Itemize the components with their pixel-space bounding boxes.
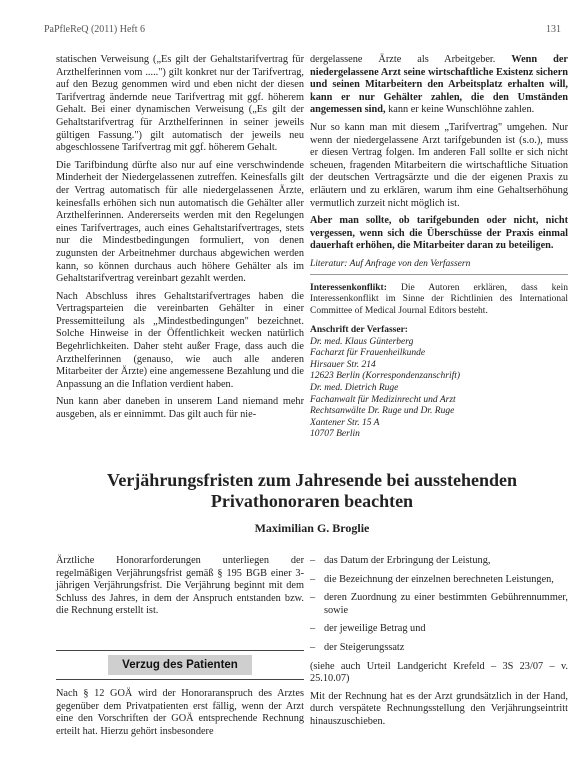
paragraph-text: kann er keine Wunschlöhne zahlen. <box>385 104 535 116</box>
paragraph: Nach § 12 GOÄ wird der Honoraranspruch des Arztes gegenüber dem Privatpatienten erst fällig, wenn der Arzt eine den Vorschriften der GOÄ entsprechende Rechnung erteilt hat. Hierzu gehört insbesondere <box>56 688 304 737</box>
list-item: – das Datum der Erbringung der Leistung, <box>310 555 568 568</box>
address-line: Dr. med. Dietrich Ruge <box>310 382 399 393</box>
literature-note: Literatur: Auf Anfrage von den Verfassern <box>310 258 568 275</box>
requirements-list <box>310 555 568 655</box>
address-line: Rechtsanwälte Dr. Ruge und Dr. Ruge <box>310 406 455 417</box>
paragraph: Mit der Rechnung hat es der Arzt grundsätzlich in der Hand, durch verspätete Rechnungsstellung den Verjährungseintritt hinauszuschieben. <box>310 690 568 727</box>
paragraph: statischen Verweisung („Es gilt der Gehaltstarifvertrag für Arzthelferinnen vom .....") gilt konkret nur der Tarifvertrag, auf den Bezug genommen wird und eben nicht der diesen Tarifvertrag ändernde neue Tarifvertrag mit ggf. höherem Gehalt. Bei einer dynamischen Verweisung („Es gilt der Gehaltstarifvertrag für Arzthelferinnen in seiner jeweils gültigen Fassung.") gilt automatisch der jeweils neu abgeschlossene Tarifvertrag mit ggf. höherem Gehalt. <box>56 54 304 154</box>
page-header <box>44 24 561 38</box>
column-right-top <box>310 54 568 441</box>
address-line: Facharzt für Frauenheilkunde <box>310 348 426 359</box>
paragraph <box>310 54 568 117</box>
conflict-text: Die Autoren erklären, dass kein Interessenkonflikt im Sinne der Richtlinien des International Committee of Medical Journal Editors besteht. <box>310 282 568 316</box>
paragraph: Nun kann aber daneben in unserem Land niemand mehr ausgeben, als er einnimmt. Das gilt auch für nie- <box>56 396 304 421</box>
article-title-line: Privathonoraren beachten <box>210 491 414 511</box>
list-item: – der jeweilige Betrag und <box>310 623 568 636</box>
author-address <box>310 325 568 441</box>
article-author: Maximilian G. Broglie <box>254 521 370 535</box>
address-line: Xantener Str. 15 A <box>310 417 380 428</box>
list-item: – der Steigerungssatz <box>310 642 568 655</box>
section-heading-box <box>56 650 304 680</box>
page-number: 131 <box>546 24 561 35</box>
paragraph: Nach Abschluss ihres Gehaltstarifvertrages haben die Vertragsparteien die vereinbarten Gehälter in einer Pressemitteilung als „Mindestbedingungen" bezeichnet. Solche Hinweise in der Öffentlichkeit wecken natürlich Begehrlichkeiten. Daher steht außer Frage, dass auch die Arzthelferinnen (genauso, wie auch alle anderen Mitarbeiter der Ärzte) eine angemessene Bezahlung und die Anpassung an die Inflation verdient haben. <box>56 290 304 390</box>
address-line: Fachanwalt für Medizinrecht und Arzt <box>310 394 456 405</box>
conflict-label: Interessenkonflikt: <box>310 282 387 293</box>
journal-reference: PaPfleReQ (2011) Heft 6 <box>44 24 145 35</box>
address-line: 12623 Berlin (Korrespondenzanschrift) <box>310 371 461 382</box>
address-label: Anschrift der Verfasser: <box>310 325 408 335</box>
conflict-of-interest <box>310 283 568 318</box>
address-line: Dr. med. Klaus Günterberg <box>310 336 414 347</box>
column-left-bottom <box>56 555 304 623</box>
paragraph: Ärztliche Honorarforderungen unterliegen der regelmäßigen Verjährungsfrist gemäß § 195 BGB einer 3-jährigen Verjährungsfrist. Die Verjährung beginnt mit dem Schluss des Jahres, in dem der Anspruch entstanden bzw. die Rechnung erstellt ist. <box>56 555 304 617</box>
emphasized-paragraph: Aber man sollte, ob tarifgebunden oder nicht, nicht vergessen, wenn sich die Überschüsse der Praxis einmal dauerhaft erhöhen, die Mitarbeiter daran zu beteiligen. <box>310 215 568 252</box>
list-item: – deren Zuordnung zu einer bestimmten Gebührennummer, sowie <box>310 592 568 617</box>
article-title-line: Verjährungsfristen zum Jahresende bei ausstehenden <box>106 470 518 490</box>
article-title <box>56 470 568 512</box>
column-right-bottom <box>310 555 568 734</box>
citation: (siehe auch Urteil Landgericht Krefeld – 3S 23/07 – v. 25.10.07) <box>310 660 568 685</box>
list-item: – die Bezeichnung der einzelnen berechneten Leistungen, <box>310 574 568 587</box>
paragraph-text: dergelassene Ärzte als Arbeitgeber. <box>310 54 512 65</box>
section-heading: Verzug des Patienten <box>108 655 252 675</box>
emphasized-text: Wenn der niedergelassene Arzt seine wirtschaftliche Existenz sichern und seinen Mitarbeitern den Arbeitsplatz erhalten will, kann er nur Gehälter zahlen, die den Umständen angemessen sind, <box>310 54 568 116</box>
paragraph: Die Tarifbindung dürfte also nur auf eine verschwindende Minderheit der Niedergelassenen zutreffen. Keinesfalls gilt der Vertrag automatisch für alle niedergelassenen Ärzte, keinesfalls erhöhen sich nun automatisch die Gehälter aller Arzthelferinnen. Andererseits werden mit den Regelungen eines Tarifvertrages, auch eines Gehaltstarifvertrages, stets nur die Mindestbedingungen formuliert, von denen zugunsten der Arbeitnehmer durchaus abgewichen werden kann, so können durchaus auch höhere Gehälter als im Gehaltstarifvertrag vereinbart gezahlt werden. <box>56 159 304 285</box>
address-line: 10707 Berlin <box>310 429 360 440</box>
paragraph: Nur so kann man mit diesem „Tarifvertrag" umgehen. Nur wenn der niedergelassene Arzt tarifgebunden ist (s.o.), muss er diesen Vertrag folgen. Im anderen Fall sollte er sich nicht scheuen, fragenden Mitarbeitern die wirtschaftliche Situation der deutschen Vertragsärzte und die der eigenen Praxis zu erläutern und zu erklären, warum ihm eine Gehaltserhöhung vermutlich zurzeit nicht möglich ist. <box>310 121 568 209</box>
column-left-top <box>56 54 304 427</box>
address-line: Hirsauer Str. 214 <box>310 359 376 370</box>
column-left-section <box>56 688 304 743</box>
